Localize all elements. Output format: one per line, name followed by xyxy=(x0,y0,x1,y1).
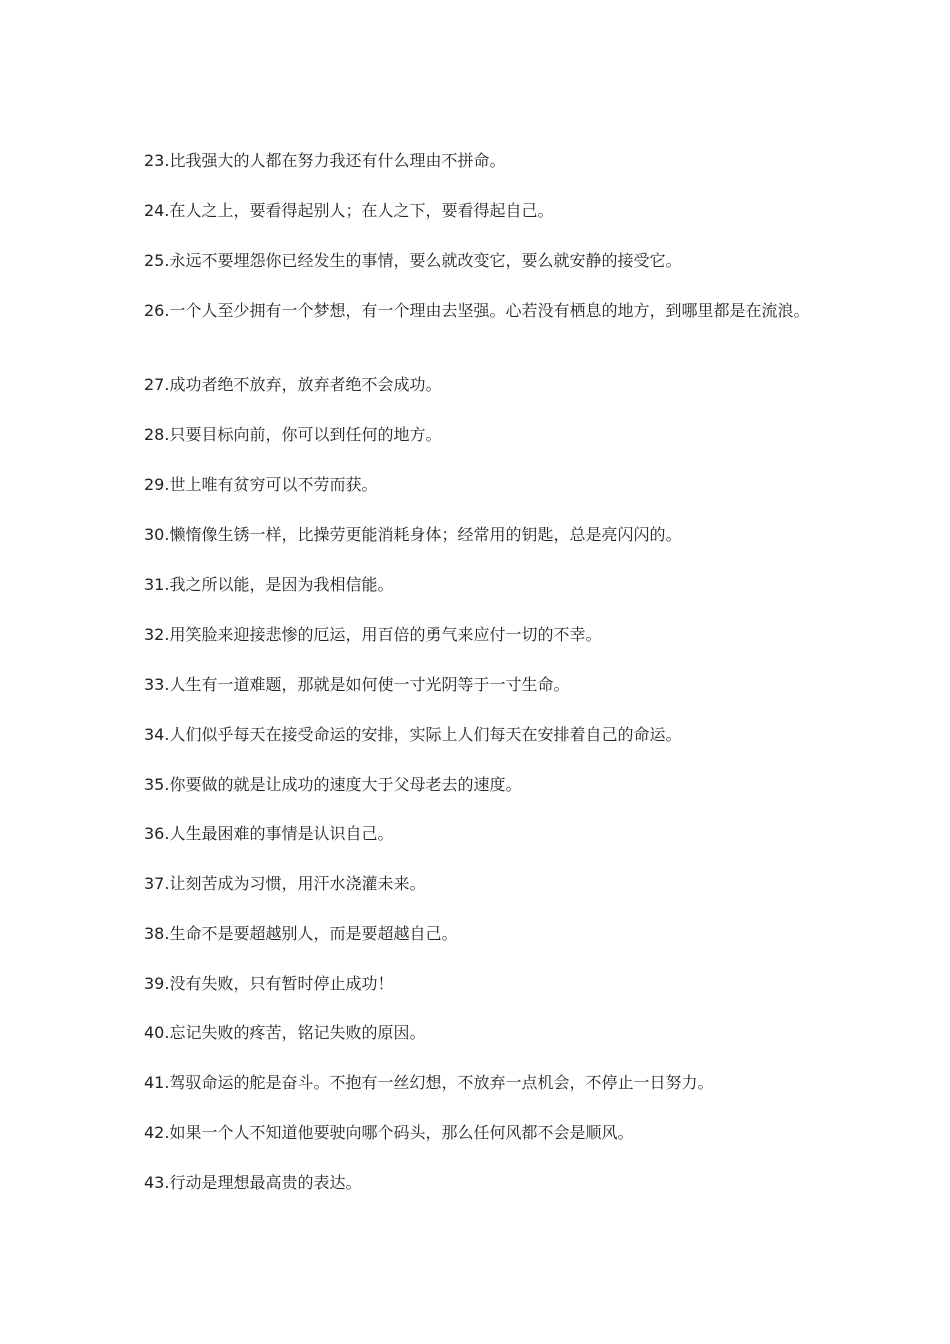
quote-26: 26.一个人至少拥有一个梦想，有一个理由去坚强。心若没有栖息的地方，到哪里都是在流浪。 xyxy=(144,301,810,320)
quote-33: 33.人生有一道难题，那就是如何使一寸光阴等于一寸生命。 xyxy=(144,675,570,694)
quote-34: 34.人们似乎每天在接受命运的安排，实际上人们每天在安排着自己的命运。 xyxy=(144,725,682,744)
quote-41: 41.驾驭命运的舵是奋斗。不抱有一丝幻想，不放弃一点机会，不停止一日努力。 xyxy=(144,1073,714,1092)
quote-24: 24.在人之上，要看得起别人；在人之下，要看得起自己。 xyxy=(144,201,554,220)
quote-28: 28.只要目标向前，你可以到任何的地方。 xyxy=(144,425,442,444)
quote-32: 32.用笑脸来迎接悲惨的厄运，用百倍的勇气来应付一切的不幸。 xyxy=(144,625,602,644)
quote-35: 35.你要做的就是让成功的速度大于父母老去的速度。 xyxy=(144,775,522,794)
quote-23: 23.比我强大的人都在努力我还有什么理由不拼命。 xyxy=(144,151,506,170)
quote-39: 39.没有失败，只有暂时停止成功！ xyxy=(144,974,394,993)
quote-27: 27.成功者绝不放弃，放弃者绝不会成功。 xyxy=(144,375,442,394)
quote-42: 42.如果一个人不知道他要驶向哪个码头，那么任何风都不会是顺风。 xyxy=(144,1123,634,1142)
quote-37: 37.让刻苦成为习惯，用汗水浇灌未来。 xyxy=(144,874,426,893)
quote-38: 38.生命不是要超越别人，而是要超越自己。 xyxy=(144,924,458,943)
quote-25: 25.永远不要埋怨你已经发生的事情，要么就改变它，要么就安静的接受它。 xyxy=(144,251,682,270)
quote-43: 43.行动是理想最高贵的表达。 xyxy=(144,1173,362,1192)
quote-30: 30.懒惰像生锈一样，比操劳更能消耗身体；经常用的钥匙，总是亮闪闪的。 xyxy=(144,525,682,544)
quote-40: 40.忘记失败的疼苦，铭记失败的原因。 xyxy=(144,1023,426,1042)
quote-36: 36.人生最困难的事情是认识自己。 xyxy=(144,824,394,843)
quote-29: 29.世上唯有贫穷可以不劳而获。 xyxy=(144,475,378,494)
quote-31: 31.我之所以能，是因为我相信能。 xyxy=(144,575,394,594)
